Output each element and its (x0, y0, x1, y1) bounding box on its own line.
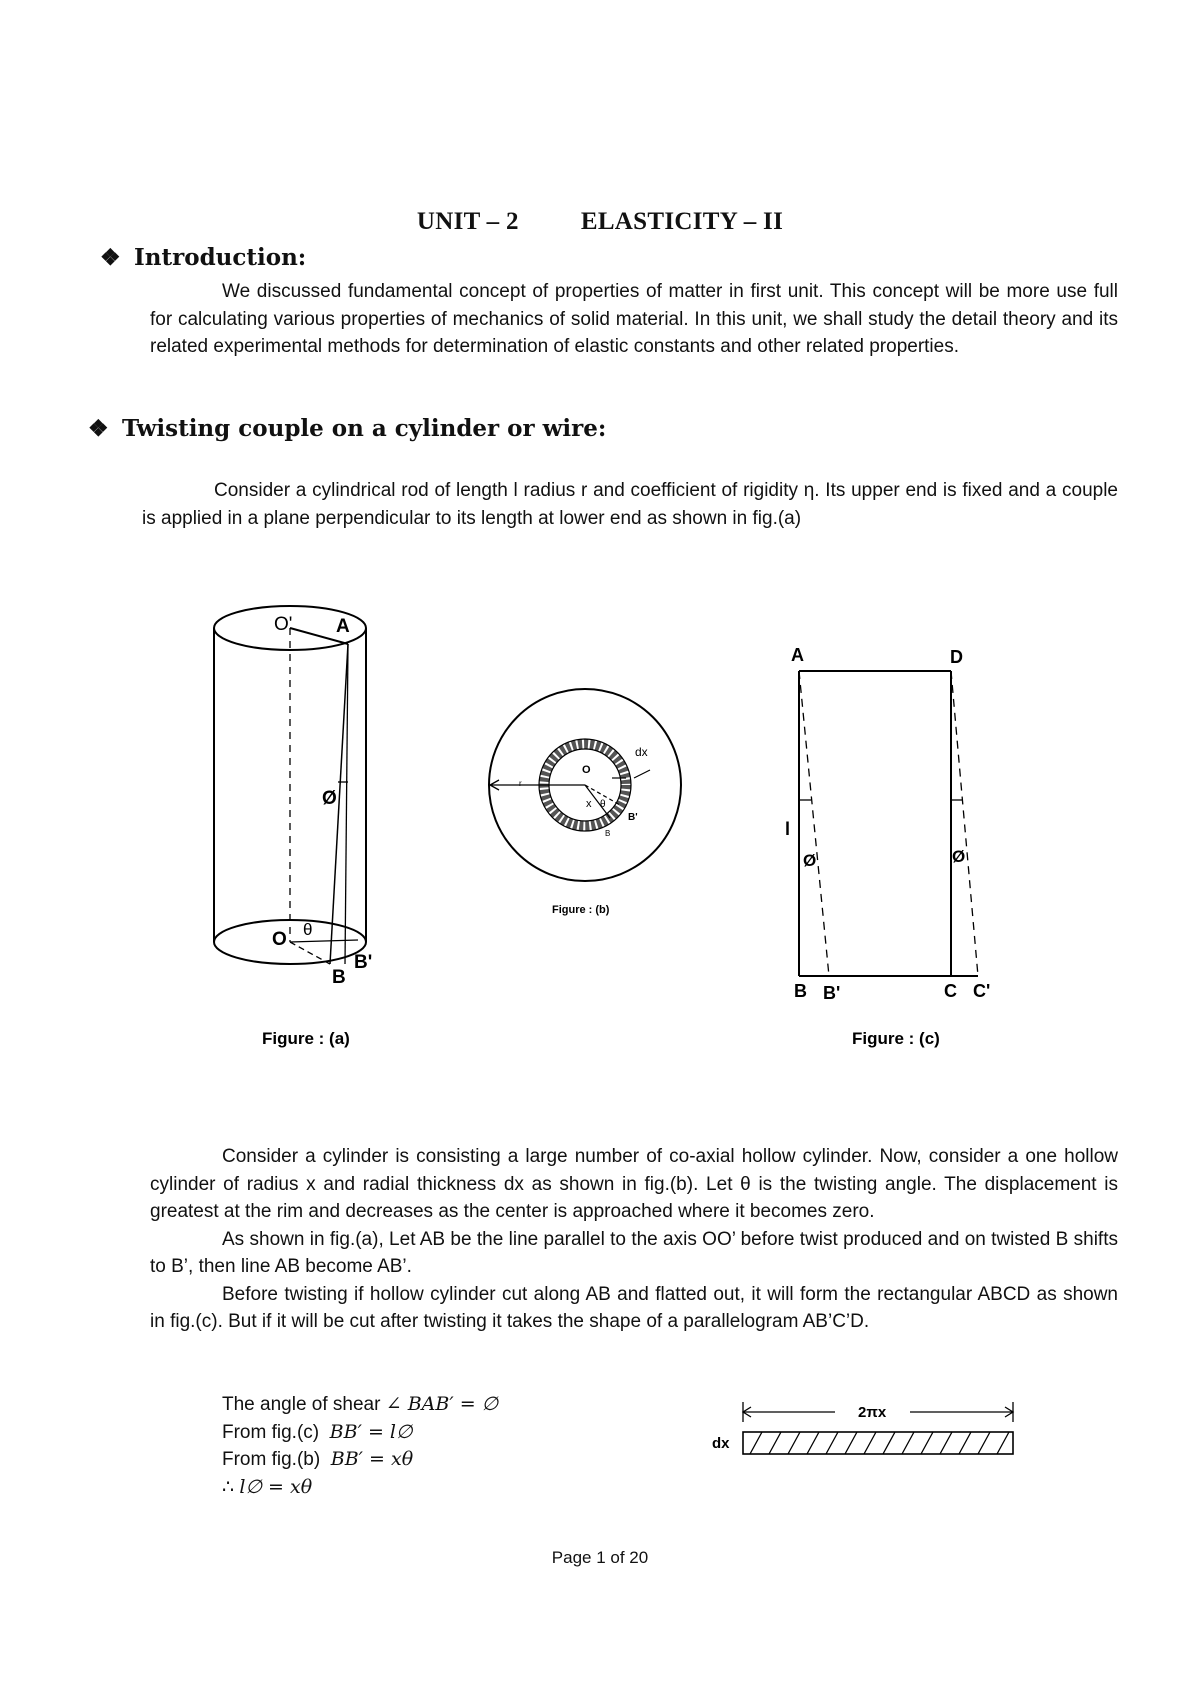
fig-a-label-theta: θ (303, 920, 313, 939)
equations-block (222, 1391, 498, 1501)
fig-b-label-dx: dx (635, 745, 648, 759)
equation-line: ∴ l∅ = xθ (222, 1475, 313, 1498)
figure-c-caption: Figure : (c) (852, 1029, 940, 1048)
fig-a-label-phi: Ø (322, 788, 337, 809)
fig-a-label-b: B (332, 967, 346, 988)
bullet-diamond-icon: ❖ (88, 415, 109, 442)
fig-b-label-x: x (586, 798, 592, 810)
unit-label: UNIT – 2 (416, 208, 519, 235)
fig-b-label-b: B (605, 829, 611, 838)
fig-c-label-c: C (944, 981, 957, 1001)
intro-paragraph: We discussed fundamental concept of properties of matter in first unit. This concept will be more use full for calculating various properties of mechanics of solid material. In this unit, we shall study the detail theory and its related experimental methods for determination of elastic constants and other related properties. (150, 281, 1118, 357)
fig-a-label-o: O (272, 929, 287, 950)
body-paragraph-3: Before twisting if hollow cylinder cut along AB and flatted out, it will form the rectangular ABCD as shown in fig.(c). But if it will be cut after twisting it takes the shape of a parallelogram AB’C’D. (150, 1283, 1118, 1332)
fig-b-label-b-prime: B' (628, 812, 638, 823)
equation-line: From fig.(b) BB′ = xθ (222, 1448, 414, 1470)
fig-a-label-b-prime: B' (354, 952, 373, 973)
fig-b-label-o: O (582, 764, 591, 776)
fig-a-label-a: A (336, 616, 350, 637)
fig-c-label-b: B (794, 981, 807, 1001)
fig-c-label-l: l (785, 819, 791, 839)
equation-line: From fig.(c) BB′ = l∅ (222, 1420, 413, 1443)
fig-a-label-o-prime: O' (274, 614, 293, 635)
intro-heading: ❖ Introduction: (100, 244, 307, 271)
bullet-diamond-icon: ❖ (100, 244, 121, 271)
fig-c-label-b-prime: B' (823, 983, 841, 1003)
strip-width-label: 2πx (858, 1404, 887, 1421)
figure-c-diagram (799, 671, 978, 976)
strip-thickness-label: dx (712, 1435, 730, 1452)
body-text (150, 1143, 1118, 1336)
figure-a-caption: Figure : (a) (262, 1029, 350, 1048)
fig-c-label-d: D (950, 647, 963, 667)
figures-panel (0, 590, 1200, 1070)
strip-diagram (710, 1398, 1030, 1458)
figure-b-caption: Figure : (b) (552, 904, 610, 916)
figure-b-diagram (489, 689, 681, 881)
fig-c-label-phi-right: Ø (952, 847, 966, 866)
twisting-heading: ❖ Twisting couple on a cylinder or wire: (88, 415, 607, 442)
page-footer: Page 1 of 20 (551, 1548, 649, 1567)
equation-line: The angle of shear ∠ BAB′ = ∅ (222, 1393, 499, 1415)
body-paragraph-2: As shown in fig.(a), Let AB be the line parallel to the axis OO’ before twist produced and on twisted B shifts to B’, then line AB become AB’. (150, 1228, 1118, 1277)
fig-b-label-theta: θ (600, 799, 606, 810)
figure-a-diagram (214, 606, 366, 964)
body-paragraph-1: Consider a cylinder is consisting a large number of co-axial hollow cylinder. Now, consider a one hollow cylinder of radius x and radial thickness dx as shown in fig.(b). Let θ is the twisting angle. The displacement is greatest at the rim and decreases as the center is approached where it becomes zero. (150, 1146, 1118, 1222)
fig-c-label-a: A (791, 645, 804, 665)
subject-label: ELASTICITY – II (580, 208, 784, 235)
fig-c-label-phi-left: Ø (803, 851, 817, 870)
fig-b-label-r: r (519, 779, 522, 788)
fig-c-label-c-prime: C' (973, 981, 991, 1001)
twisting-paragraph: Consider a cylindrical rod of length l radius r and coefficient of rigidity η. Its upper end is fixed and a couple is applied in a plane perpendicular to its length at lower end as shown in fig.(a) (142, 480, 1118, 529)
page-title (0, 208, 1200, 236)
